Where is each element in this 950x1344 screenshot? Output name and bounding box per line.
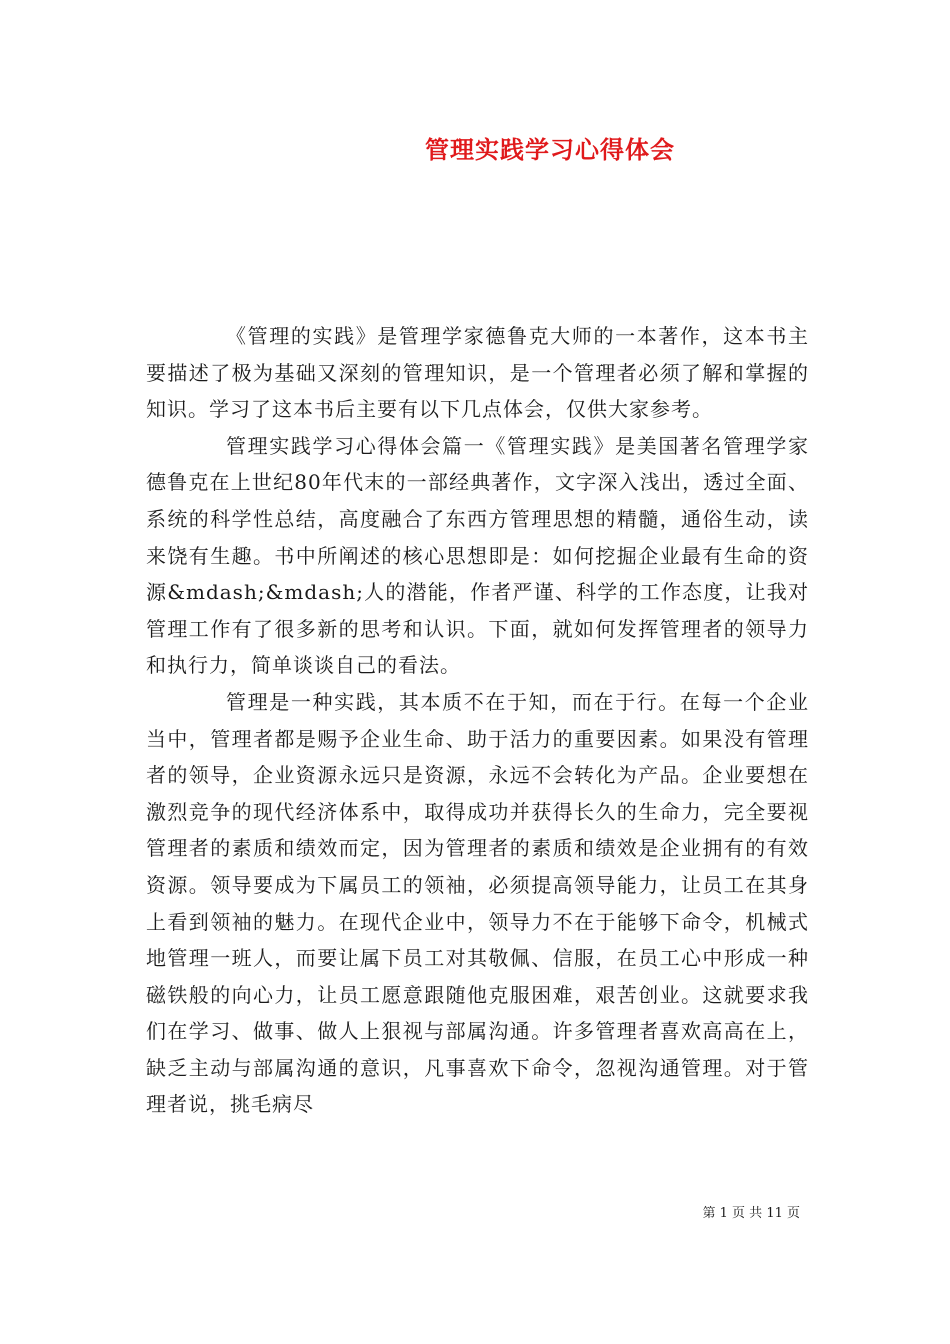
paragraph-practice: 管理是一种实践，其本质不在于知，而在于行。在每一个企业当中，管理者都是赐予企业生命、助于活力的重要因素。如果没有管理者的领导，企业资源永远只是资源，永远不会转化为产品。企业要想在激烈竞争的现代经济体系中，取得成功并获得长久的生命力，完全要视管理者的素质和绩效而定，因为管理者的素质和绩效是企业拥有的有效资源。领导要成为下属员工的领袖，必须提高领导能力，让员工在其身上看到领袖的魅力。在现代企业中，领导力不在于能够下命令，机械式地管理一班人，而要让属下员工对其敬佩、信服，在员工心中形成一种磁铁般的向心力，让员工愿意跟随他克服困难，艰苦创业。这就要求我们在学习、做事、做人上狠视与部属沟通。许多管理者喜欢高高在上，缺乏主动与部属沟通的意识，凡事喜欢下命令，忽视沟通管理。对于管理者说，挑毛病尽 [146, 689, 809, 1117]
document-title: 管理实践学习心得体会 [425, 135, 675, 164]
document-body [146, 318, 809, 1123]
paragraph-intro: 《管理的实践》是管理学家德鲁克大师的一本著作，这本书主要描述了极为基础又深刻的管理知识，是一个管理者必须了解和掌握的知识。学习了这本书后主要有以下几点体会，仅供大家参考。 [146, 324, 809, 422]
paragraph-part-one: 管理实践学习心得体会篇一《管理实践》是美国著名管理学家德鲁克在上世纪80年代末的一部经典著作，文字深入浅出，透过全面、系统的科学性总结，高度融合了东西方管理思想的精髓，通俗生动，读来饶有生趣。书中所阐述的核心思想即是：如何挖掘企业最有生命的资源&mdash;&mdash;人的潜能，作者严谨、科学的工作态度，让我对管理工作有了很多新的思考和认识。下面，就如何发挥管理者的领导力和执行力，简单谈谈自己的看法。 [146, 433, 809, 678]
page-number: 第 1 页 共 11 页 [702, 1206, 800, 1221]
